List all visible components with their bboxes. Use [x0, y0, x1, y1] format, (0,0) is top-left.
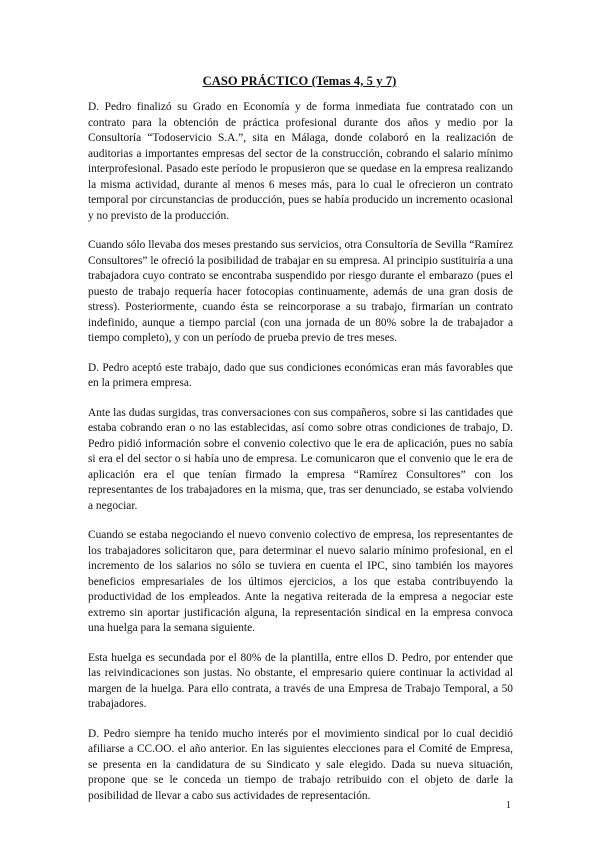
paragraph-7: D. Pedro siempre ha tenido mucho interés por el movimiento sindical por lo cual decidió afiliarse a CC.OO. el año anterior. En las siguientes elecciones para el Comité de Empresa, se presenta en la candidatura de su Sindicato y sale elegido. Dada su nueva situación, propone que se le conceda un tiempo de trabajo retribuido con el objeto de darle la posibilidad de llevar a cabo sus actividades de representación. [88, 727, 513, 802]
paragraph-5: Cuando se estaba negociando el nuevo convenio colectivo de empresa, los representantes de los trabajadores solicitaron que, para determinar el nuevo salario mínimo profesional, en el incremento de los salarios no sólo se tuviera en cuenta el IPC, sino también los mayores beneficios empresariales de los últimos ejercicios, a los que estaba contribuyendo la productividad de los empleados. Ante la negativa reiterada de la empresa a negociar este extremo sin aportar justificación alguna, la representación sindical en la empresa convoca una huelga para la semana siguiente. [88, 529, 513, 634]
paragraph-4: Ante las dudas surgidas, tras conversaciones con sus compañeros, sobre si las cantidades que estaba cobrando eran o no las establecidas, así como sobre otras condiciones de trabajo, D. Pedro pidió información sobre el convenio colectivo que le era de aplicación, pues no sabía si era el del sector o si había uno de empresa. Le comunicaron que el convenio que le era de aplicación era el que tenían firmado la empresa “Ramírez Consultores” con los representantes de los trabajadores en la misma, que, tras ser denunciado, se estaba volviendo a negociar. [88, 406, 513, 512]
document-title: CASO PRÁCTICO (Temas 4, 5 y 7) [202, 74, 397, 88]
page-number: 1 [506, 800, 511, 811]
paragraph-2: Cuando sólo llevaba dos meses prestando sus servicios, otra Consultoría de Sevilla “Ramírez Consultores” le ofreció la posibilidad de trabajar en su empresa. Al principio sustituiría a una trabajadora cuyo contrato se encontraba suspendido por riesgo durante el embarazo (pues el puesto de trabajo requería hacer fotocopias continuamente, además de una gran dosis de stress). Posteriormente, cuando ésta se reincorporase a su trabajo, firmarían un contrato indefinido, aunque a tiempo parcial (con una jornada de un 80% sobre la de trabajador a tiempo completo), y con un período de prueba previo de tres meses. [88, 239, 513, 344]
paragraph-6: Esta huelga es secundada por el 80% de la plantilla, entre ellos D. Pedro, por entender que las reivindicaciones son justas. No obstante, el empresario quiere continuar la actividad al margen de la huelga. Para ello contrata, a través de una Empresa de Trabajo Temporal, a 50 trabajadores. [88, 651, 513, 710]
paragraph-3: D. Pedro aceptó este trabajo, dado que sus condiciones económicas eran más favorables que en la primera empresa. [88, 361, 513, 389]
document-body [88, 100, 513, 818]
paragraph-1: D. Pedro finalizó su Grado en Economía y de forma inmediata fue contratado con un contrato para la obtención de práctica profesional durante dos años y medio por la Consultoría “Todoservicio S.A.”, sita en Málaga, donde colaboró en la realización de auditorias a importantes empresas del sector de la construcción, cobrando el salario mínimo interprofesional. Pasado este período le propusieron que se quedase en la empresa realizando la misma actividad, durante al menos 6 meses más, para lo cual le ofrecieron un contrato temporal por circunstancias de producción, pues se había producido un incremento ocasional y no previsto de la producción. [88, 101, 513, 222]
